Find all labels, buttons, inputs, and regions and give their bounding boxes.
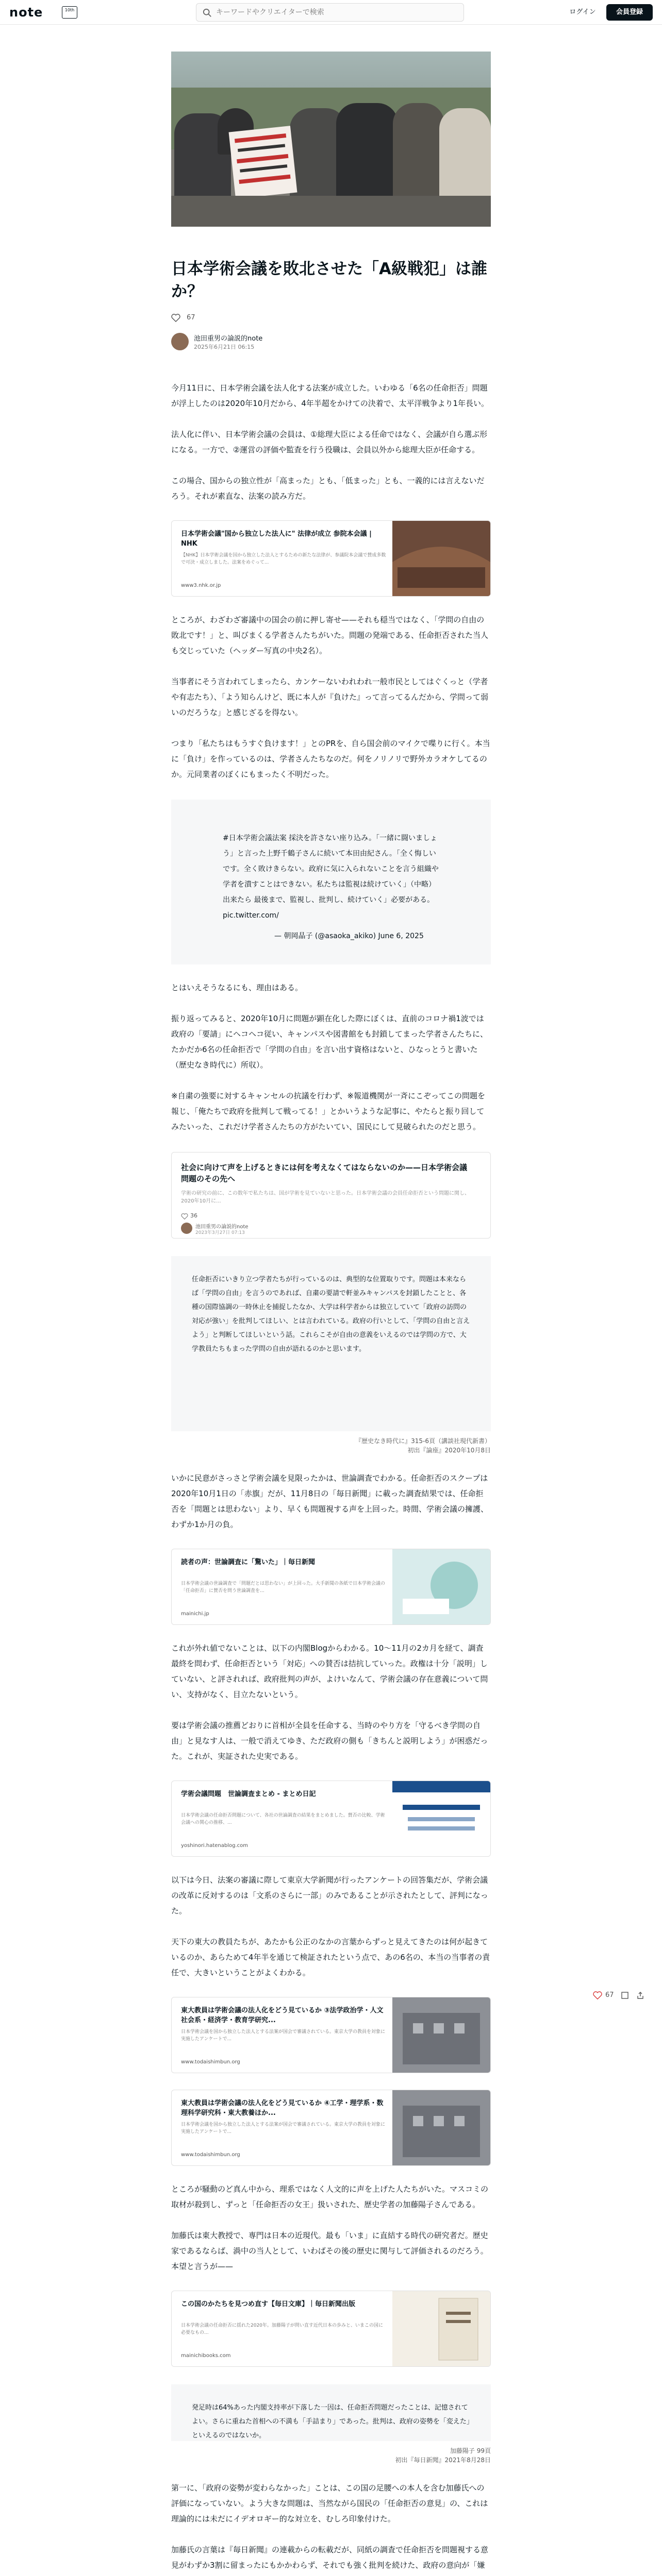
tweet-source[interactable]: — 朝岡晶子 (@asaoka_akiko) June 6, 2025 — [274, 932, 424, 940]
card-title: この国のかたちを見つめ直す【毎日文庫】｜毎日新聞出版 — [181, 2300, 356, 2308]
embedded-note-card[interactable] — [171, 1152, 491, 1239]
link-card-nhk[interactable] — [171, 520, 491, 597]
share-icon[interactable] — [636, 1991, 644, 1999]
sign-stroke — [235, 133, 286, 143]
link-card-todai-2[interactable] — [171, 2090, 491, 2166]
card-url: mainichi.jp — [181, 1611, 209, 1617]
card-title: 読者の声：世論調査に「驚いた」｜毎日新聞 — [181, 1558, 316, 1566]
card-url: www.todaishimbun.org — [181, 2152, 240, 2158]
note-card-title: 社会に向けて声を上げるときには何を考えなくてはならないのか——日本学術会議問題のその先へ — [181, 1163, 468, 1183]
like-row — [171, 312, 491, 325]
note-card-likes: 36 — [190, 1212, 197, 1219]
paragraph: これが外れ値でないことは、以下の内閣Blogからわかる。10〜11月の2カ月を経て、調査最終を問わず、任命拒否という「対応」への賛否は拮抗していった。政権は十分「説明」していない、と評されれば、政府批判の声が、よけいなんて、学術会議の存在意義について問い、支持がなく、目立たないという。 — [171, 1643, 488, 1699]
embedded-tweet[interactable] — [171, 800, 491, 964]
quote-text: 発足時は64%あった内閣支持率が下落した一因は、任命拒否問題だったことは、記憶されてよい。さらに重ねた首相への不満も「手詰まり」であった。批判は、政府の姿勢を「変えた」といえるのではないか。 — [192, 2404, 470, 2439]
note-card-description: 学術の研究の前に、この数年で私たちは、国が学術を見ていないと思った。日本学術会議の会員任命拒否という問題に関し、2020年10月に... — [181, 1191, 470, 1204]
anniversary-badge: 10th — [62, 6, 77, 19]
heart-icon — [181, 1213, 188, 1219]
quote-source: 加藤陽子 99頁 初出『毎日新聞』2021年8月28日 — [395, 2447, 491, 2464]
paragraph: この場合、国からの独立性が「高まった」とも、「低まった」とも、一義的には言えないだろう。それが素直な、法案の読み方だ。 — [171, 476, 485, 501]
card-thumbnail — [392, 521, 490, 597]
blockquote — [171, 2384, 491, 2441]
card-thumbnail — [392, 1997, 490, 2073]
link-card-blog[interactable] — [171, 1781, 491, 1857]
search-input[interactable] — [216, 4, 458, 21]
paragraph: ところが、わざわざ審議中の国会の前に押し寄せ——それも穏当ではなく、「学問の自由の敗北です！」と、叫びまくる学者さんたちがいた。問題の発端である、任命拒否された当人も交じっていた（ヘッダー写真の中央2名）。 — [171, 615, 489, 655]
link-card-todai-1[interactable] — [171, 1997, 491, 2073]
floating-like-count: 67 — [605, 1991, 614, 1999]
article-title: 日本学術会議を敗北させた「A級戦犯」は誰か？ — [171, 260, 487, 301]
card-description: 日本学術会議の任命拒否に揺れた2020年。加藤陽子が問い直す近代日本の歩みと、いまこの国に必要なもの... — [181, 2323, 383, 2335]
paragraph: いかに民意がさっさと学術会議を見限ったかは、世論調査でわかる。任命拒否のスクープは2020年10月1日の「赤旗」だが、11月8日の「毎日新聞」に載った調査結果では、任命拒否を「問題とは思わない」より、早くも問題視する声を上回った。時間、学術会議の擁護、わずか1か月の負。 — [171, 1473, 489, 1529]
sign-stroke — [240, 164, 287, 173]
header-photo — [171, 52, 491, 227]
paragraph: 加藤氏は東大教授で、専門は日本の近現代。最も「いま」に直結する時代の研究者だ。歴史家であるならば、渦中の当人として、いわばその後の歴史に関与して評価されるのだろう。本望と言うが—— — [171, 2231, 488, 2271]
card-url: mainichibooks.com — [181, 2353, 231, 2359]
top-navigation-bar — [0, 0, 662, 25]
card-url: yoshinori.hatenablog.com — [181, 1843, 249, 1849]
paragraph: 当事者にそう言われてしまったら、カンケーないわれわれ一般市民としてはぐくっと（学者や有志たち）、「よう知らんけど、既に本人が『負けた』って言ってるんだから、学問って弱いのだろうな」と感じざるを得ない。 — [171, 677, 489, 717]
note-logo[interactable]: note — [9, 5, 43, 20]
paragraph: ところが騒動のど真ん中から、理系ではなく人文的に声を上げた人たちがいた。マスコミの取材が殺到し、ずっと「任命拒否の女王」扱いされた、歴史学者の加藤陽子さんである。 — [171, 2184, 489, 2209]
card-title: 日本学術会議"国から独立した法人に" 法律が成立 参院本会議 | NHK — [181, 530, 372, 548]
paragraph: とはいえそうなるにも、理由はある。 — [171, 983, 303, 992]
heart-icon[interactable] — [593, 1991, 602, 1999]
link-card-book[interactable] — [171, 2291, 491, 2367]
tweet-text: #日本学術会議法案 採決を許さない座り込み。「一緒に闘いましょう」と言った上野千鶴子さんに続いて本田由紀さん。「全く悔しいです。全く敗けきらない。政府に気に入られないことを言う組織や学者を潰すことはできない。私たちは監視は続けていく」（中略）出来たら 最後まで、監視し、批判し、続けていく」必要がある。pic.twitter.com/ — [223, 834, 439, 920]
bookmark-icon[interactable] — [621, 1991, 629, 1999]
card-title: 学術会議問題 世論調査まとめ - まとめ日記 — [181, 1790, 316, 1798]
sign-stroke — [239, 175, 290, 184]
quote-text: 任命拒否にいきり立つ学者たちが行っているのは、典型的な位置取りです。問題は本来ならば「学問の自由」を言うのであれば、自粛の要請で軒並みキャンパスを封鎖したことと、各種の国際協調の一時休止を捕捉したなか、大学は科学者からは独立していて「政府の訪問の対応が強い」を批判してほしい、とは言われている。政府の行いとして、「学問の自由と言えよう」と判断してほしいという話。これらこそが自由の意義をいえるのでは学問の方で、大学教員たちもまった学問の自由が語れるのかと思います。 — [192, 1276, 470, 1353]
signup-button[interactable]: 会員登録 — [606, 4, 653, 21]
card-thumbnail — [392, 1781, 490, 1857]
paragraph: 振り返ってみると、2020年10月に問題が顕在化した際にぼくは、直前のコロナ禍1波では政府の「要請」にヘコヘコ従い、キャンパスや図書館をも封鎖してまった学者さんたちに、たかだか6名の任命拒否で「学問の自由」を言い出す資格はないと、ひなっとうと書いた（歴史なき時代に）所収）。 — [171, 1014, 488, 1070]
card-description: 日本学術会議の世論調査で「問題だとは思わない」が上回った。大手新聞の各紙で日本学術会議の「任命拒否」に賛否を問う世論調査を... — [181, 1581, 386, 1594]
paragraph: 以下は今日、法案の審議に際して東京大学新聞が行ったアンケートの回答集だが、学術会議の改革に反対するのは「文系のさらに一部」のみであることが示されたとして、評判になった。 — [171, 1875, 488, 1916]
protest-sign — [229, 126, 297, 199]
link-card-mainichi[interactable] — [171, 1549, 491, 1625]
card-title: 東大教員は学術会議の法人化をどう見ているか ③法学政治学・人文社会系・経済学・教育学研究... — [181, 2007, 384, 2024]
paragraph: 要は学術会議の推薦どおりに首相が全員を任命する、当時のやり方を「守るべき学問の自由」と見なす人は、一般で消えてゆき、ただ政府の側も「きちんと説明しよう」が困惑だった。これが、実証された史実である。 — [171, 1721, 488, 1761]
card-url: www.todaishimbun.org — [181, 2059, 240, 2065]
card-title: 東大教員は学術会議の法人化をどう見ているか ④工学・理学系・数理科学研究科・東大教養ほか... — [181, 2099, 384, 2117]
blockquote — [171, 1256, 491, 1431]
card-description: 【NHK】日本学術会議を国から独立した法人とするための新たな法律が、参議院本会議で賛成多数で可決・成立しました。法案をめぐって... — [181, 553, 386, 565]
card-url: www3.nhk.or.jp — [181, 583, 221, 588]
paragraph: 第一に、「政府の姿勢が変わらなかった」ことは、この国の足腰への本人を含む加藤氏への評価になっていない。よう大きな問題は、当然ながら国民の「任命拒否の意見」の、これは理論的には未だにイデオロギー的な対立を、むしろ印象付けた。 — [171, 2483, 488, 2523]
paragraph: 天下の東大の教員たちが、あたかも公正のなかの言葉からずっと見えてきたのは何が起きているのか、あらためて4年半を通じて検証されたという点で、あの6名の、本当の当事者の責任で、大きいということがよくわかる。 — [171, 1937, 490, 1977]
paragraph: 加藤氏の言葉は『毎日新聞』の連載からの転載だが、同紙の調査で任命拒否を問題視する意見がわずか3割に留まったにもかかわらず、それでも強く批判を続けた、政府の意向が「嫌 — [171, 2545, 489, 2570]
card-thumbnail — [392, 1549, 490, 1625]
floating-action-bar — [593, 1989, 655, 2003]
note-card-avatar — [181, 1223, 192, 1234]
publish-date: 2025年6月21日 06:15 — [194, 344, 255, 350]
author-name[interactable]: 池田重男の論説的note — [194, 335, 263, 343]
sign-stroke — [238, 144, 285, 152]
paragraph: 法人化に伴い、日本学術会議の会員は、①総理大臣による任命ではなく、会議が自ら選ぶ形になる。一方で、②運営の評価や監査を行う役職は、会員以外から総理大臣が任命する。 — [171, 430, 488, 454]
heart-icon[interactable] — [171, 314, 180, 322]
card-thumbnail — [392, 2291, 490, 2367]
like-count: 67 — [187, 314, 195, 321]
card-description: 日本学術会議を国から独立した法人とする法案が国会で審議されている。東京大学の教員を対象に実施したアンケートで... — [181, 2029, 386, 2042]
author-avatar[interactable] — [171, 333, 189, 350]
card-thumbnail — [392, 2090, 490, 2166]
note-card-author: 池田重男の論説的note — [195, 1224, 249, 1230]
author-block[interactable] — [171, 332, 491, 354]
note-card-date: 2023年3月27日 07:13 — [195, 1230, 245, 1235]
card-description: 日本学術会議を国から独立した法人とする法案が国会で審議されている。東京大学の教員を対象に実施したアンケートで... — [181, 2122, 386, 2134]
paragraph: 今月11日に、日本学術会議を法人化する法案が成立した。いわゆる「6名の任命拒否」問題が浮上したのは2020年10月だから、4年半超をかけての決着で、太平洋戦争より1年長い。 — [171, 383, 489, 408]
paragraph: ※自粛の強要に対するキャンセルの抗議を行わず、※報道機関が一斉にこぞってこの問題を報じ、「俺たちで政府を批判して戦ってる！」とかいうような記事に、やたらと振り回してみたいった、これだけ学者さんたちの方がたいてい、国民にして見破られたのだと思う。 — [171, 1091, 485, 1131]
login-link[interactable]: ログイン — [569, 8, 596, 16]
quote-source: 『歴史なき時代に』315-6頁（講談社現代新書） 初出『論座』2020年10月8日 — [355, 1437, 491, 1454]
paragraph: つまり「私たちはもうすぐ負けます！」とのPRを、自ら国会前のマイクで喋りに行く。本当に「負け」を作っているのは、学者さんたちなのだ。何をノリノリで野外カラオケしてるのか。元同業者のぼくにもまったく不明だった。 — [171, 739, 490, 779]
photo-pavement — [171, 196, 491, 227]
article — [171, 52, 491, 2576]
card-description: 日本学術会議の任命拒否問題について、各社の世論調査の結果をまとめました。賛否の比較、学術会議への関心の推移、... — [181, 1813, 385, 1825]
search-icon — [203, 8, 212, 18]
sign-stroke — [237, 154, 288, 163]
article-body — [171, 380, 491, 2576]
search-box[interactable] — [196, 3, 464, 22]
